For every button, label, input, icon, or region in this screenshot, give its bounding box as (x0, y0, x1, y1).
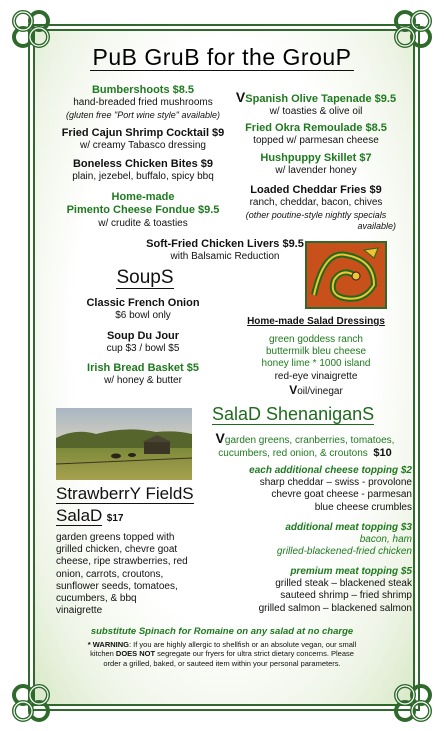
menu-item: Fried Cajun Shrimp Cocktail $9 w/ creamy Tabasco dressing (61, 127, 225, 152)
celtic-knot-icon (8, 680, 54, 726)
menu-item: Hushpuppy Skillet $7 w/ lavender honey (260, 152, 372, 177)
substitute-note: substitute Spinach for Romaine on any salad at no charge (90, 626, 354, 637)
menu-item: Boneless Chicken Bites $9 plain, jezebel, buffalo, spicy bbq (72, 158, 214, 183)
strawberry-salad-desc: garden greens topped with grilled chicken, chevre goat cheese, ripe strawberries, red onion, carrots, croutons, sunflower seeds, tomatoes, cucumbers, & bbq vinaigrette (56, 532, 188, 617)
page-title: PuB GruB for the GrouP (92, 44, 352, 70)
menu-item: Soft-Fried Chicken Livers $9.5 with Balsamic Reduction (146, 238, 304, 263)
vegetarian-mark: V (289, 382, 298, 397)
vegetarian-mark: V (235, 89, 246, 105)
celtic-knot-icon (390, 680, 436, 726)
meat-toppings: additional meat topping $3 bacon, ham grilled-blackened-fried chicken (276, 522, 412, 558)
strawberry-salad-title: SalaD $17 (56, 506, 124, 525)
celtic-dragon-icon (304, 240, 388, 310)
menu-item: Home-made Pimento Cheese Fondue $9.5 w/ crudite & toasties (66, 191, 220, 229)
dressings-list: green goddess ranch buttermilk bleu cheese honey lime * 1000 island red-eye vinaigrette Voil/vinegar (261, 334, 371, 397)
vegetarian-mark: V (215, 430, 225, 446)
allergy-warning: * WARNING: If you are highly allergic to shellfish or an absolute vegan, our small kitchen DOES NOT segregate our fryers for ultra strict dietary concerns. Please order a grilled, baked, or sauteed item within your personal parameters. (87, 640, 357, 668)
menu-item: Soup Du Jour cup $3 / bowl $5 (106, 330, 180, 355)
dressings-heading: Home-made Salad Dressings (247, 316, 385, 327)
menu-item: Loaded Cheddar Fries $9 ranch, cheddar, bacon, chives (other poutine-style nightly specials available) (245, 184, 396, 231)
salad-shenanigans-heading: SalaD ShenaniganS (212, 404, 375, 424)
menu-item: Irish Bread Basket $5 w/ honey & butter (87, 362, 199, 387)
pasture-photo (56, 408, 192, 480)
menu-item: Bumbershoots $8.5 hand-breaded fried mushrooms (gluten free "Port wine style" available) (66, 84, 220, 120)
menu-item: Classic French Onion $6 bowl only (86, 297, 200, 322)
premium-toppings: premium meat topping $5 grilled steak – blackened steak sauteed shrimp – fried shrimp grilled salmon – blackened salmon (258, 566, 412, 614)
soups-heading: SoupS (116, 267, 174, 288)
menu-item: VSpanish Olive Tapenade $9.5 w/ toasties & olive oil (235, 89, 397, 118)
cheese-toppings: each additional cheese topping $2 sharp cheddar – swiss - provolone chevre goat cheese - parmesan blue cheese crumbles (249, 465, 412, 513)
shenanigans-salad-desc: Vgarden greens, cranberries, tomatoes, cucumbers, red onion, & croutons $10 (215, 430, 395, 460)
menu-item: Fried Okra Remoulade $8.5 topped w/ parmesan cheese (245, 122, 387, 147)
strawberry-fields-heading: StrawberrY FieldS (56, 484, 194, 503)
